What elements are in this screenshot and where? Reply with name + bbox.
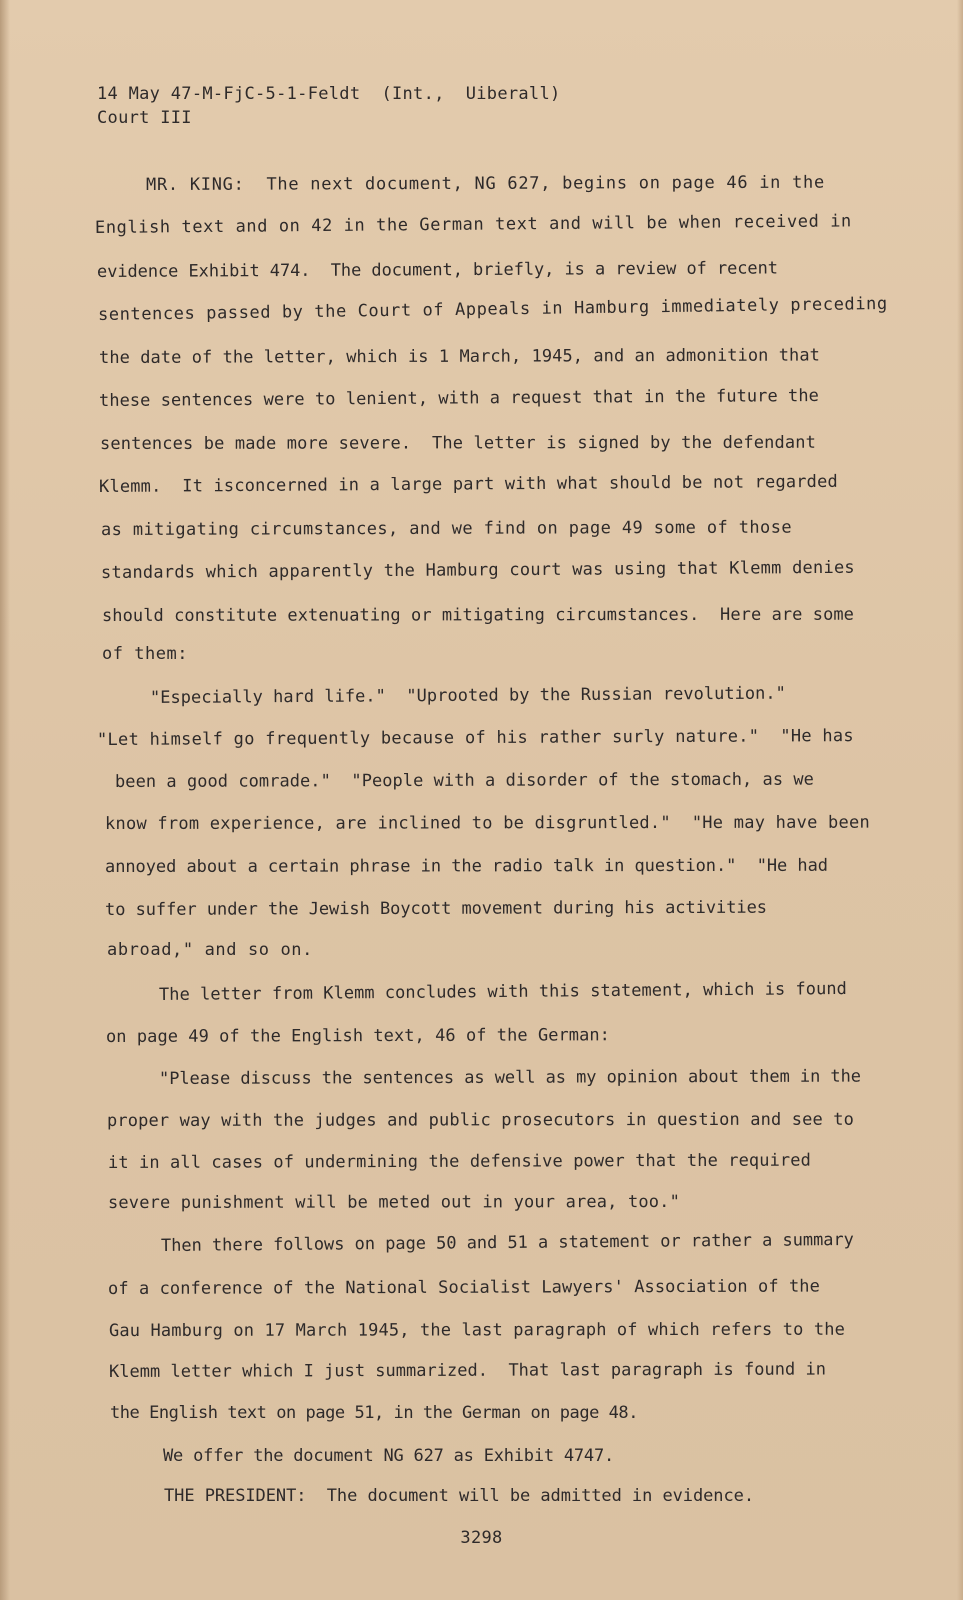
header-case-line: 14 May 47-M-FjC-5-1-Feldt (Int., Uiberall) [97,84,561,104]
transcript-line: severe punishment will be meted out in your area, too." [107,1192,680,1213]
transcript-line: evidence Exhibit 474. The document, briefly, is a review of recent [96,258,778,282]
transcript-line: sentences passed by the Court of Appeals in Hamburg immediately preceding [97,293,888,325]
transcript-line: the date of the letter, which is 1 March, 1945, and an admonition that [98,345,820,368]
page-number: 3298 [460,1528,503,1548]
transcript-line: abroad," and so on. [107,940,313,960]
transcript-line: been a good comrade." "People with a disorder of the stomach, as we [114,769,814,792]
transcript-line: it in all cases of undermining the defensive power that the required [107,1150,811,1173]
transcript-line: The letter from Klemm concludes with this statement, which is found [158,978,847,1005]
transcript-line: of them: [102,644,188,664]
transcript-line: Gau Hamburg on 17 March 1945, the last paragraph of which refers to the [108,1319,845,1341]
transcript-line: THE PRESIDENT: The document will be admitted in evidence. [164,1486,754,1506]
transcript-line: "Especially hard life." "Uprooted by the Russian revolution." [149,683,786,708]
transcript-line: Klemm. It isconcerned in a large part with what should be not regarded [98,471,838,497]
transcript-line: should constitute extenuating or mitigating circumstances. Here are some [101,604,854,626]
transcript-line: the English text on page 51, in the German on page 48. [110,1403,638,1423]
transcript-line: Klemm letter which I just summarized. That last paragraph is found in [108,1359,826,1382]
transcript-line: proper way with the judges and public prosecutors in question and see to [106,1109,854,1131]
transcript-line: to suffer under the Jewish Boycott movement during his activities [104,897,767,920]
transcript-line: annoyed about a certain phrase in the radio talk in question." "He had [104,855,828,877]
transcript-line: "Please discuss the sentences as well as my opinion about them in the [158,1066,861,1089]
document-header [97,82,561,130]
transcript-line: of a conference of the National Socialist Lawyers' Association of the [107,1276,820,1299]
transcript-line: know from experience, are inclined to be disgruntled." "He may have been [104,812,870,834]
transcript-line: standards which apparently the Hamburg court was using that Klemm denies [100,557,855,583]
header-court-line: Court III [97,108,192,128]
transcript-line: Then there follows on page 50 and 51 a statement or rather a summary [160,1229,854,1256]
transcript-line: We offer the document NG 627 as Exhibit 4747. [163,1446,614,1466]
transcript-line: as mitigating circumstances, and we find on page 49 some of those [100,517,792,540]
transcript-line: MR. KING: The next document, NG 627, begins on page 46 in the [145,172,825,195]
transcript-line: on page 49 of the English text, 46 of the German: [105,1025,610,1047]
transcript-line: these sentences were to lenient, with a request that in the future the [98,385,819,411]
transcript-line: sentences be made more severe. The letter is signed by the defendant [99,432,816,454]
transcript-line: English text and on 42 in the German text and will be when received in [94,211,852,238]
transcript-line: "Let himself go frequently because of his rather surly nature." "He has [96,726,854,750]
